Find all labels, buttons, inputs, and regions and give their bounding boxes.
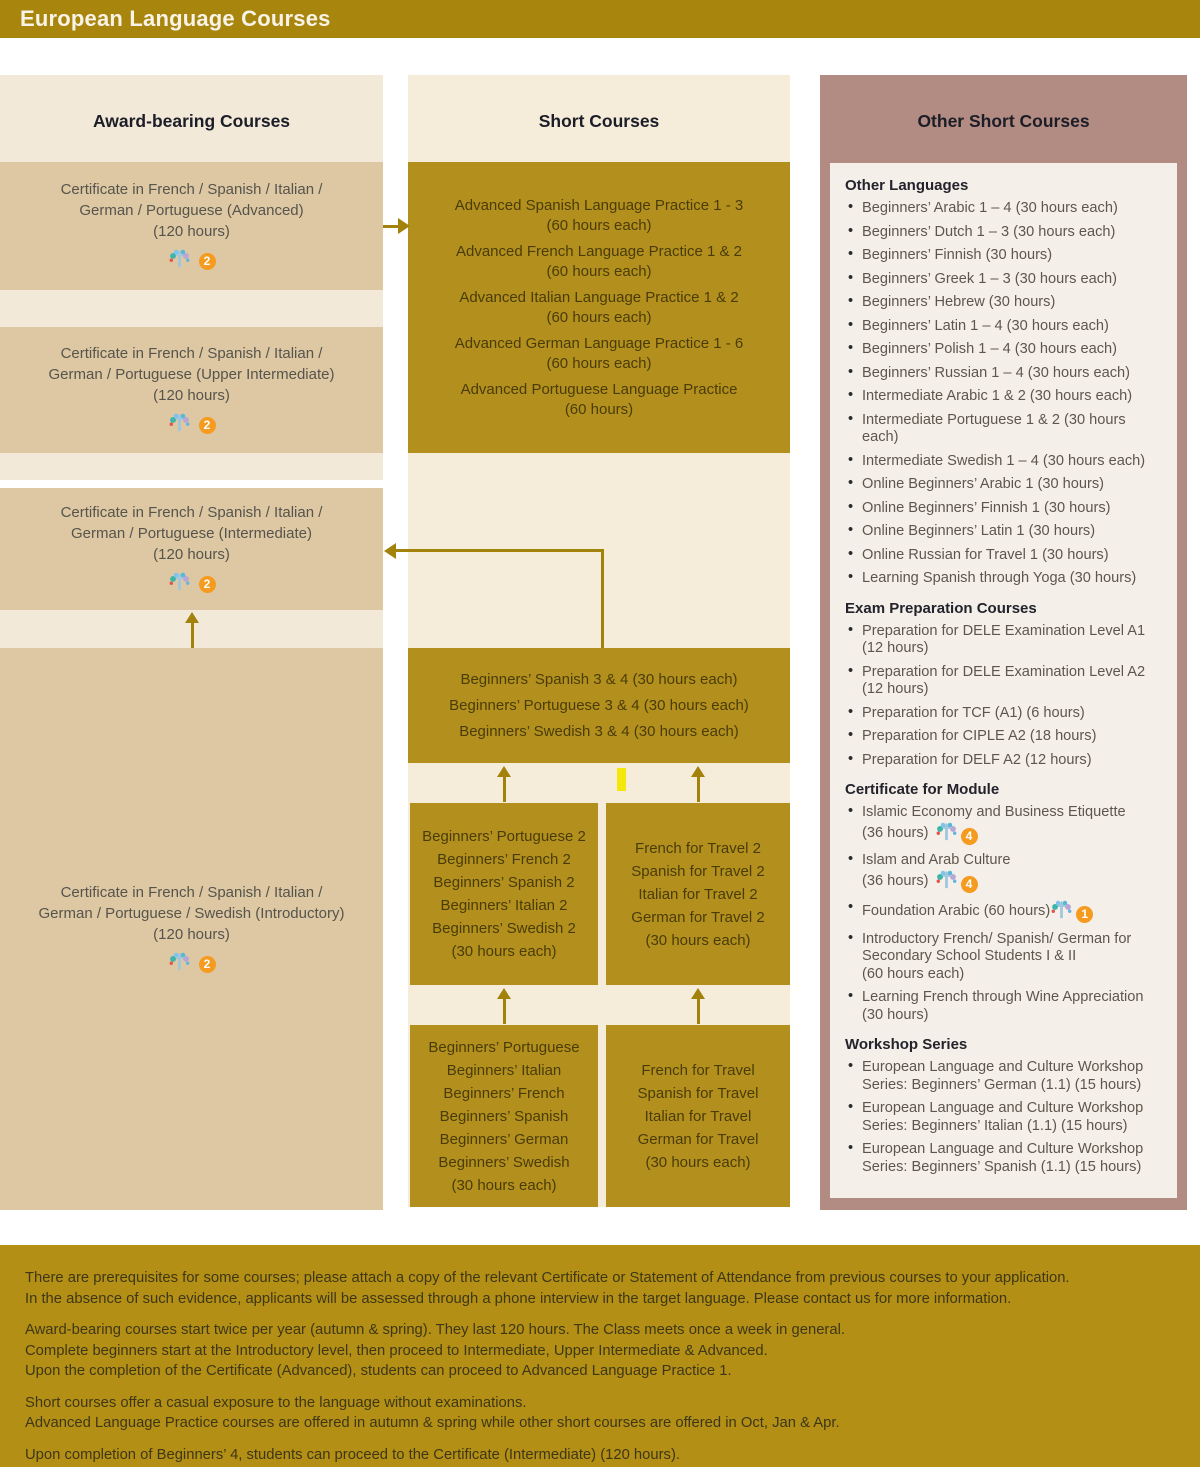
list-item: • Beginners’ Greek 1 – 3 (30 hours each)	[845, 271, 1163, 289]
course-name: Advanced German Language Practice 1 - 6	[454, 334, 744, 352]
course-line: German for Travel	[637, 1130, 759, 1148]
skillsfuture-icon	[1050, 900, 1073, 925]
certificate-line: Certificate in French / Spanish / Italian /	[60, 344, 323, 362]
certificate-hours: (120 hours)	[153, 386, 230, 404]
course-line: Beginners’ Portuguese	[428, 1038, 580, 1056]
list-item: • Islamic Economy and Business Etiquette (36 hours) 4	[845, 804, 1163, 846]
footer-paragraph: Short courses offer a casual exposure to the language without examinations. Advanced Language Practice courses are offered in autumn & spring while other short courses are offered in Oct, Jan & Apr.	[25, 1394, 840, 1431]
list-item: • Intermediate Arabic 1 & 2 (30 hours each)	[845, 388, 1163, 406]
course-line: Beginners’ Portuguese 2	[422, 828, 586, 845]
footer-paragraph: Award-bearing courses start twice per year (autumn & spring). They last 120 hours. The Class meets once a week in general. Complete beginners start at the Introductory level, then proceed to Intermediate, Upper Intermediate & Advanced. Upon the completion of the Certificate (Advanced), students can proceed to Advanced Language Practice 1.	[25, 1322, 845, 1379]
list-item	[845, 900, 1163, 925]
beginners-3-4-box	[408, 648, 790, 763]
yellow-highlight-mark	[617, 768, 626, 791]
course-line: Beginners’ Spanish 3 & 4 (30 hours each)	[460, 670, 738, 688]
other-courses-panel	[830, 163, 1177, 1198]
section-heading: Certificate for Module	[845, 781, 1000, 798]
count-badge: 2	[199, 417, 216, 434]
course-entry	[456, 242, 742, 282]
list-item: • Intermediate Swedish 1 – 4 (30 hours each)	[845, 453, 1163, 471]
course-name: • Islamic Economy and Business Etiquette	[862, 804, 1126, 820]
certificate-hours: (120 hours)	[153, 545, 230, 563]
count-badge: 2	[199, 956, 216, 973]
course-name: • Islam and Arab Culture	[862, 852, 1011, 868]
list-item: • Learning Spanish through Yoga (30 hours)	[845, 570, 1163, 588]
list-item	[845, 989, 1163, 1024]
beginners-2-box	[410, 803, 598, 985]
other-short-courses-column	[820, 75, 1187, 1210]
skillsfuture-icon	[168, 413, 191, 438]
list-item: • Intermediate Portuguese 1 & 2 (30 hours each)	[845, 412, 1163, 447]
flow-connector-line	[601, 549, 604, 648]
course-line: Beginners’ French 2	[437, 851, 571, 868]
course-line: Beginners’ Spanish 2	[433, 874, 575, 891]
other-languages-list	[845, 200, 1163, 588]
certificate-line: German / Portuguese / Swedish (Introductory)	[38, 904, 345, 922]
course-line: Beginners’ Swedish 3 & 4 (30 hours each)	[459, 722, 739, 740]
list-item: • Islam and Arab Culture (36 hours) 4	[845, 852, 1163, 894]
list-item: • European Language and Culture Workshop Series: Beginners’ Italian (1.1) (15 hours)	[845, 1100, 1163, 1135]
flow-connector-line	[395, 549, 604, 552]
list-item: • Online Russian for Travel 1 (30 hours)	[845, 547, 1163, 565]
count-badge: 2	[199, 253, 216, 270]
list-item: • Preparation for CIPLE A2 (18 hours)	[845, 728, 1163, 746]
certificate-intermediate-box	[0, 488, 383, 610]
award-column-header: Award-bearing Courses	[92, 111, 291, 131]
certificate-line: German / Portuguese (Advanced)	[79, 201, 304, 219]
certificate-upper-intermediate-box	[0, 327, 383, 453]
footer-paragraph: Upon completion of Beginners’ 4, students can proceed to the Certificate (Intermediate) (120 hours).	[25, 1446, 680, 1463]
course-entry	[461, 380, 738, 420]
skillsfuture-icon	[168, 249, 191, 274]
skillsfuture-icon	[935, 822, 958, 847]
certificate-line: Certificate in French / Spanish / Italian /	[60, 883, 323, 901]
course-line: Beginners’ German	[439, 1130, 569, 1148]
certificate-line: Certificate in French / Spanish / Italian /	[60, 180, 323, 198]
course-name: Advanced Spanish Language Practice 1 - 3	[454, 196, 744, 214]
certificate-hours: (120 hours)	[153, 222, 230, 240]
course-line: German for Travel 2	[631, 908, 765, 926]
course-line: (30 hours each)	[451, 943, 557, 960]
list-item: • Beginners’ Latin 1 – 4 (30 hours each)	[845, 318, 1163, 336]
course-line: Beginners’ Swedish	[438, 1153, 570, 1171]
footer-notes	[0, 1245, 1200, 1467]
list-item: • Preparation for TCF (A1) (6 hours)	[845, 705, 1163, 723]
list-item: • Beginners’ Dutch 1 – 3 (30 hours each)	[845, 224, 1163, 242]
up-arrow-icon	[497, 988, 511, 1024]
course-line: Spanish for Travel 2	[631, 862, 765, 880]
up-arrow-icon	[691, 766, 705, 802]
list-item: • Beginners’ Hebrew (30 hours)	[845, 294, 1163, 312]
certificate-line: German / Portuguese (Upper Intermediate)	[48, 365, 335, 383]
list-item: • Beginners’ Finnish (30 hours)	[845, 247, 1163, 265]
certificate-hours: (120 hours)	[153, 925, 230, 943]
certificate-line: German / Portuguese (Intermediate)	[71, 524, 312, 542]
award-column-upper	[0, 75, 383, 480]
course-name: Advanced Portuguese Language Practice	[460, 380, 738, 398]
beginners-1-box	[410, 1025, 598, 1207]
course-line: Spanish for Travel	[637, 1084, 759, 1102]
section-heading: Exam Preparation Courses	[845, 599, 1037, 617]
count-badge: 4	[961, 828, 978, 845]
list-item: • Online Beginners’ Finnish 1 (30 hours)	[845, 500, 1163, 518]
up-arrow-icon	[497, 766, 511, 802]
travel-1-box	[606, 1025, 790, 1207]
certificate-introductory-box	[0, 648, 383, 1210]
skillsfuture-icon	[168, 952, 191, 977]
course-line: Beginners’ French	[443, 1084, 565, 1102]
course-hours: (60 hours each)	[546, 216, 652, 234]
list-item: • European Language and Culture Workshop Series: Beginners’ Spanish (1.1) (15 hours)	[845, 1141, 1163, 1176]
course-name: Foundation Arabic (60 hours)	[862, 903, 1051, 919]
course-hours: (60 hours)	[564, 400, 634, 418]
list-item: • Preparation for DELE Examination Level A1 (12 hours)	[845, 623, 1163, 658]
course-line: Beginners’ Italian 2	[440, 897, 568, 914]
count-badge: 4	[961, 876, 978, 893]
section-heading: Other Languages	[845, 177, 969, 194]
course-line: Italian for Travel	[644, 1107, 752, 1125]
certificate-advanced-box	[0, 162, 383, 290]
course-line: Beginners’ Spanish	[439, 1107, 569, 1125]
course-line: (30 hours each)	[645, 1153, 751, 1171]
course-line: Italian for Travel 2	[638, 885, 758, 903]
skillsfuture-icon	[168, 572, 191, 597]
award-column-lower	[0, 488, 383, 1210]
right-arrow-icon	[398, 218, 410, 234]
course-entry	[455, 196, 744, 236]
list-item: • Online Beginners’ Latin 1 (30 hours)	[845, 523, 1163, 541]
list-item: • Beginners’ Polish 1 – 4 (30 hours each)	[845, 341, 1163, 359]
course-line: Beginners’ Italian	[446, 1061, 562, 1079]
page-title: European Language Courses	[20, 6, 331, 31]
course-name: Advanced Italian Language Practice 1 & 2	[459, 288, 739, 306]
list-item: • Beginners’ Russian 1 – 4 (30 hours each)	[845, 365, 1163, 383]
section-heading: Workshop Series	[845, 1036, 968, 1053]
short-courses-column	[408, 75, 790, 1207]
footer-paragraph: There are prerequisites for some courses; please attach a copy of the relevant Certificate or Statement of Attendance from previous courses to your application. In the absence of such evidence, applicants will be assessed through a phone interview in the target language. Please contact us for more information.	[25, 1270, 1070, 1307]
advanced-practice-box	[408, 162, 790, 453]
up-arrow-icon	[185, 612, 199, 648]
course-line: Beginners’ Swedish 2	[432, 920, 576, 937]
course-line: (30 hours each)	[645, 931, 751, 949]
list-item: • Preparation for DELE Examination Level A2 (12 hours)	[845, 664, 1163, 699]
course-hours: (60 hours each)	[546, 262, 652, 280]
course-name: Advanced French Language Practice 1 & 2	[455, 242, 743, 260]
up-arrow-icon	[691, 988, 705, 1024]
list-item: • European Language and Culture Workshop Series: Beginners’ German (1.1) (15 hours)	[845, 1059, 1163, 1094]
course-line: French for Travel 2	[635, 839, 761, 857]
course-name: • Learning French through Wine Appreciation	[862, 989, 1144, 1005]
list-item: • Preparation for DELF A2 (12 hours)	[845, 752, 1163, 770]
other-short-courses-header: Other Short Courses	[917, 111, 1090, 131]
list-item	[845, 931, 1163, 984]
course-line: Beginners’ Portuguese 3 & 4 (30 hours each)	[449, 696, 749, 714]
course-entry	[455, 334, 744, 374]
exam-prep-list	[845, 623, 1163, 770]
course-line: (30 hours each)	[451, 1176, 557, 1194]
course-hours: (60 hours each)	[546, 308, 652, 326]
certificate-line: Certificate in French / Spanish / Italian /	[60, 503, 323, 521]
course-hours: (60 hours each)	[546, 354, 652, 372]
course-hours: (60 hours each)	[862, 965, 965, 982]
title-bar	[0, 0, 1200, 38]
course-line: French for Travel	[641, 1061, 755, 1079]
skillsfuture-icon	[935, 870, 958, 895]
list-item: • Online Beginners’ Arabic 1 (30 hours)	[845, 476, 1163, 494]
short-courses-header: Short Courses	[538, 111, 660, 131]
list-item: • Beginners’ Arabic 1 – 4 (30 hours each)	[845, 200, 1163, 218]
course-name: • Introductory French/ Spanish/ German for Secondary School Students I & II	[862, 930, 1132, 964]
course-entry	[459, 288, 738, 328]
travel-2-box	[606, 803, 790, 985]
course-hours: (30 hours)	[862, 1006, 929, 1023]
count-badge: 1	[1076, 906, 1093, 923]
count-badge: 2	[199, 576, 216, 593]
workshop-list	[845, 1059, 1163, 1176]
